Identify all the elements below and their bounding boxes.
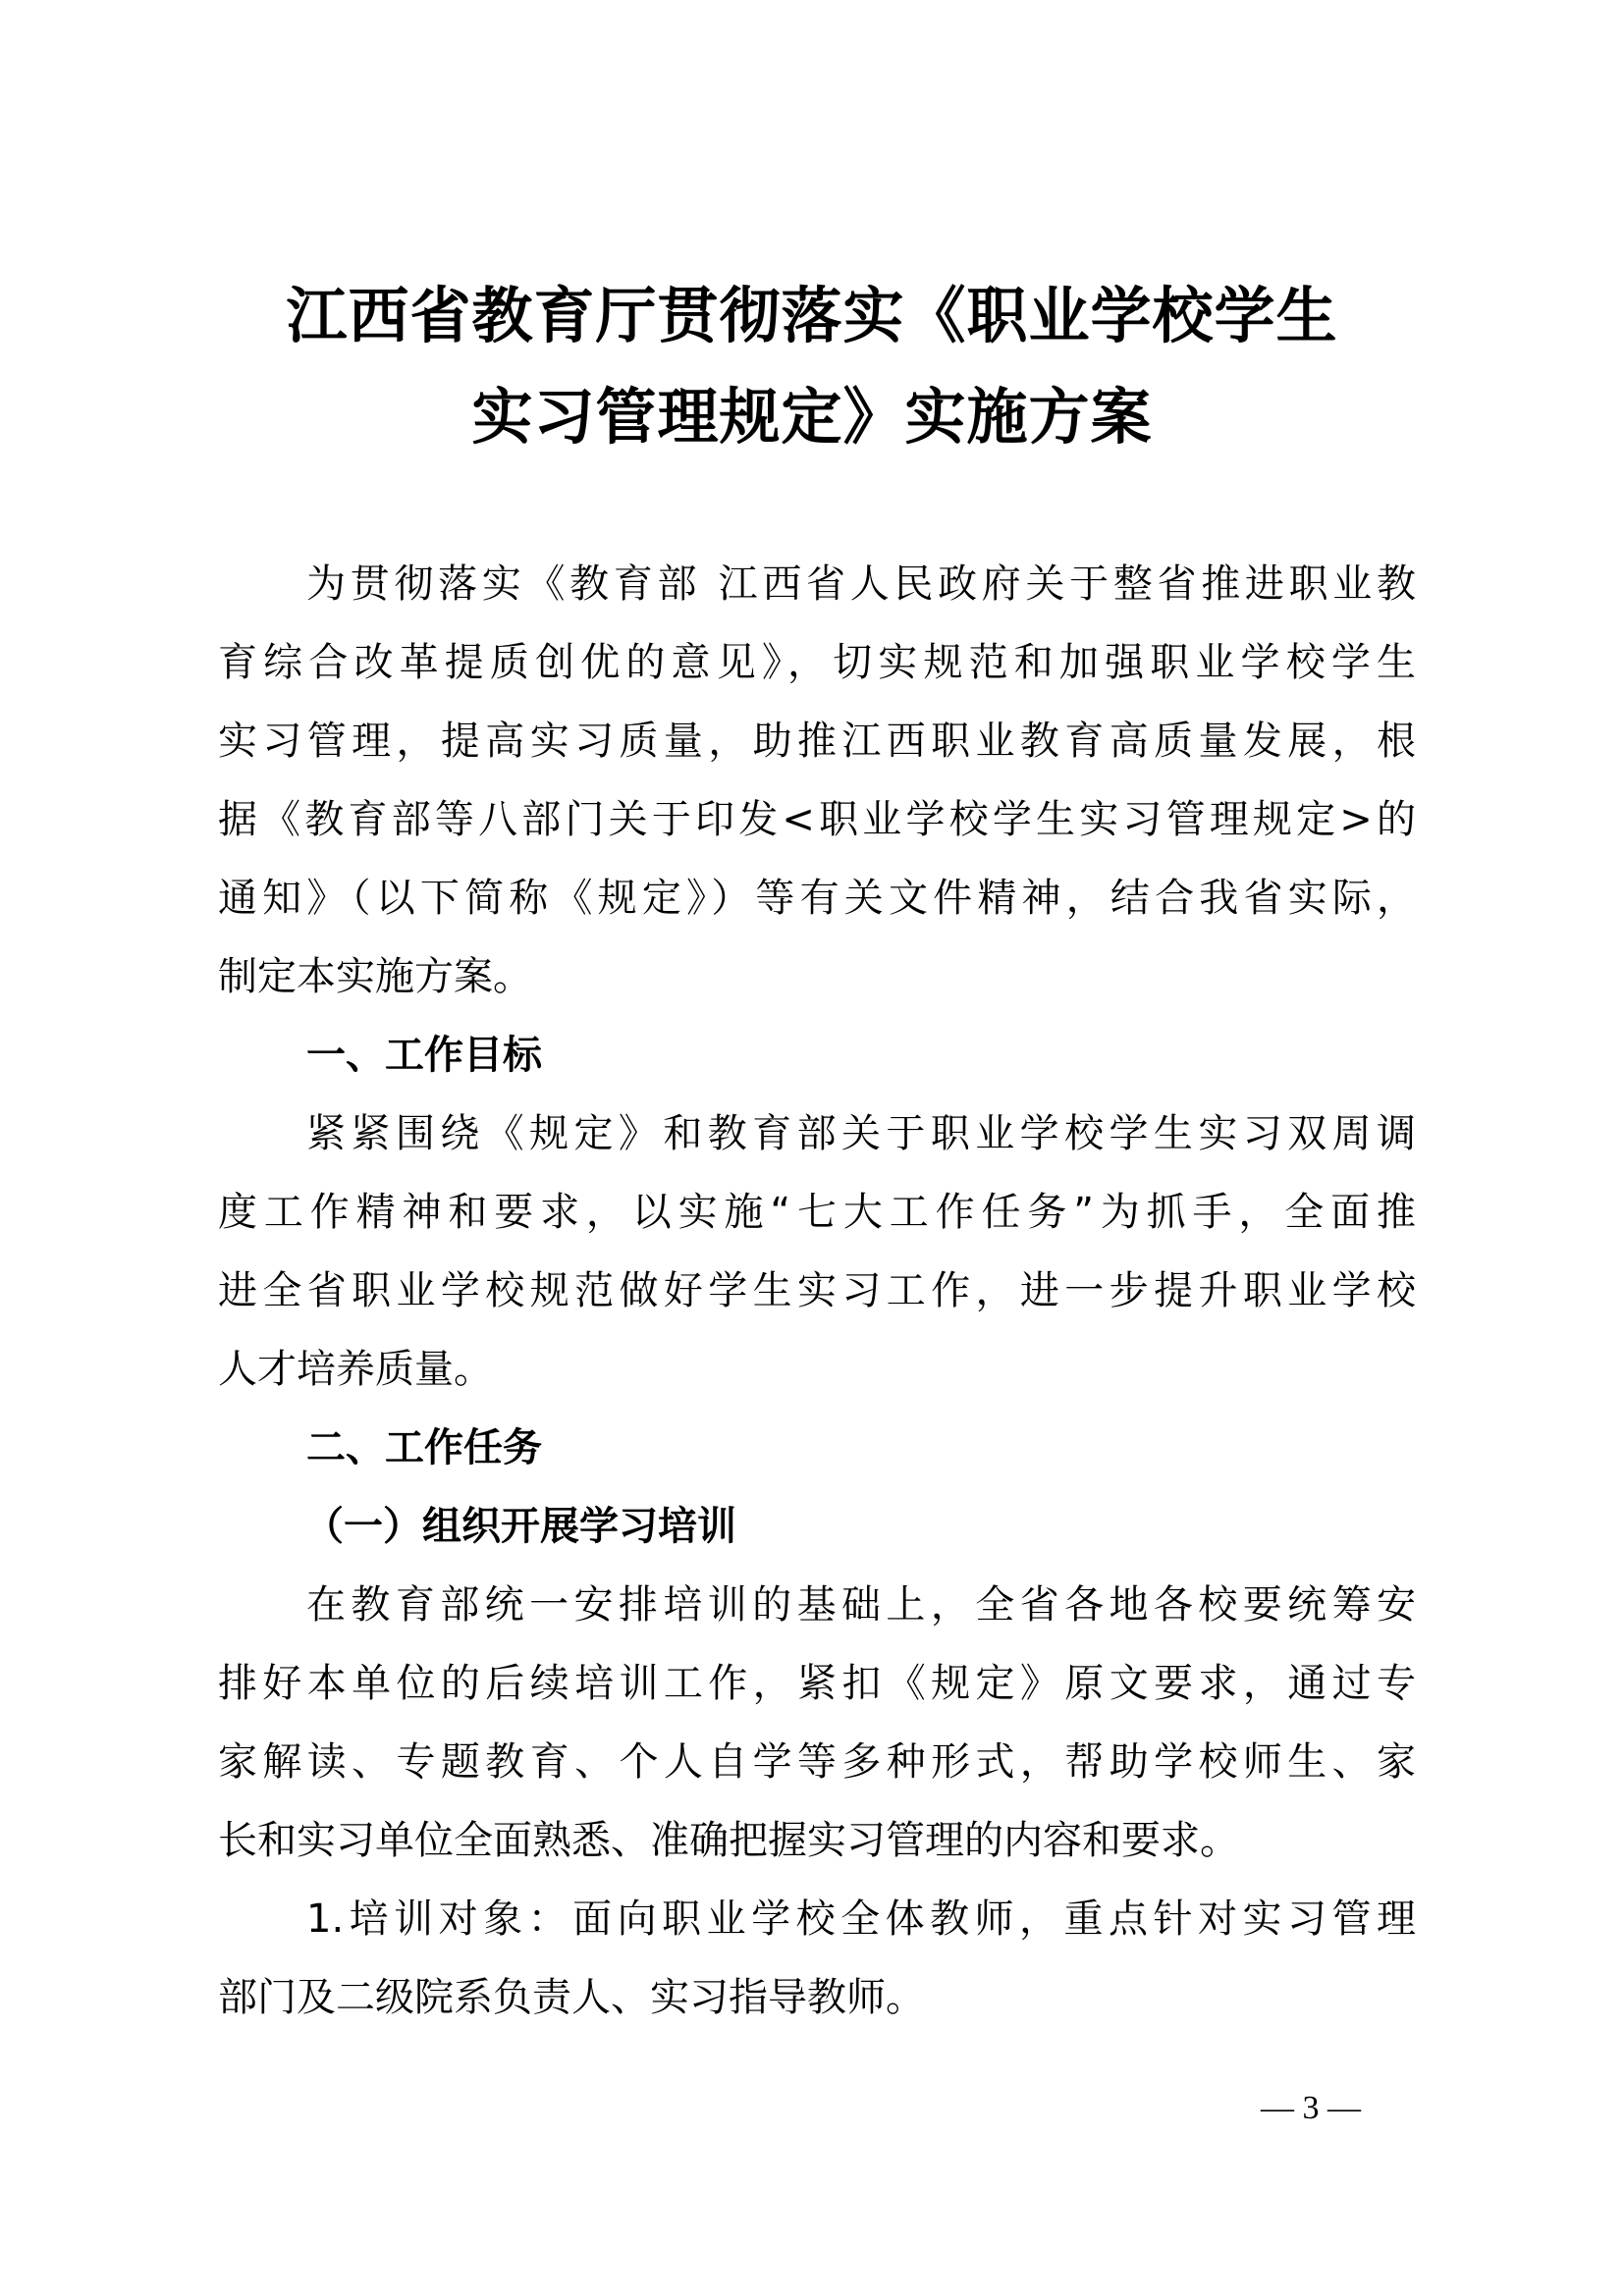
section-1-paragraph-line: 紧紧围绕《规定》和教育部关于职业学校学生实习双周调 [306, 1111, 1416, 1156]
subsection-1-paragraph-line: 家解读、专题教育、个人自学等多种形式，帮助学校师生、家 [218, 1739, 1416, 1785]
intro-paragraph-line: 制定本实施方案。 [218, 954, 532, 999]
section-1-paragraph-line: 度工作精神和要求，以实施“七大工作任务”为抓手，全面推 [218, 1190, 1416, 1235]
intro-paragraph-line: 通知》（以下简称《规定》）等有关文件精神，结合我省实际， [218, 876, 1416, 921]
subsection-heading-training: （一）组织开展学习培训 [304, 1503, 736, 1549]
document-title-line-2: 实习管理规定》实施方案 [471, 381, 1153, 453]
training-target-item-line: 部门及二级院系负责人、实习指导教师。 [218, 1975, 925, 2020]
intro-paragraph-line: 据《教育部等八部门关于印发<职业学校学生实习管理规定>的 [218, 797, 1416, 842]
section-heading-work-tasks: 二、工作任务 [306, 1425, 542, 1470]
intro-paragraph-line: 为贯彻落实《教育部 江西省人民政府关于整省推进职业教 [306, 561, 1416, 607]
section-heading-work-goals: 一、工作目标 [306, 1033, 542, 1078]
subsection-1-paragraph-line: 排好本单位的后续培训工作，紧扣《规定》原文要求，通过专 [218, 1661, 1416, 1706]
section-1-paragraph-line: 进全省职业学校规范做好学生实习工作，进一步提升职业学校 [218, 1268, 1416, 1313]
document-title-line-1: 江西省教育厅贯彻落实《职业学校学生 [286, 280, 1338, 351]
page-number: — 3 — [1261, 2090, 1361, 2126]
section-1-paragraph-line: 人才培养质量。 [218, 1347, 493, 1392]
intro-paragraph-line: 育综合改革提质创优的意见》，切实规范和加强职业学校学生 [218, 640, 1416, 685]
intro-paragraph-line: 实习管理，提高实习质量，助推江西职业教育高质量发展，根 [218, 719, 1416, 764]
subsection-1-paragraph-line: 在教育部统一安排培训的基础上，全省各地各校要统筹安 [306, 1582, 1416, 1628]
training-target-item-line: 1.培训对象：面向职业学校全体教师，重点针对实习管理 [306, 1896, 1416, 1942]
subsection-1-paragraph-line: 长和实习单位全面熟悉、准确把握实习管理的内容和要求。 [218, 1818, 1239, 1863]
